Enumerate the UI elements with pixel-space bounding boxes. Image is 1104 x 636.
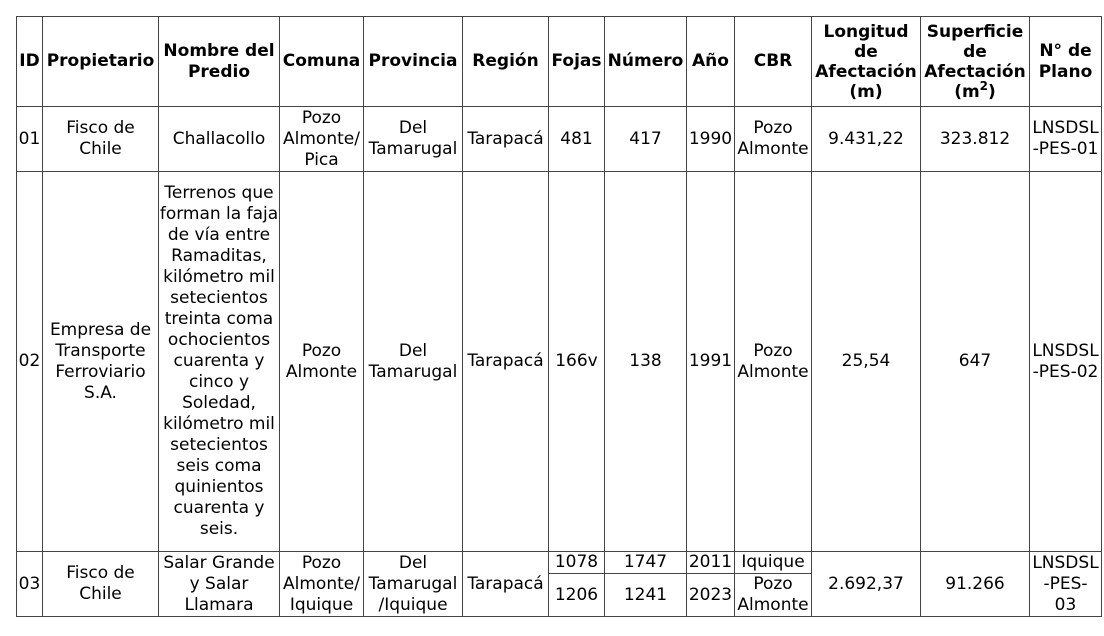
cell-comuna: Pozo Almonte/ Pica <box>280 107 364 172</box>
cell-longitud: 9.431,22 <box>812 107 921 172</box>
header-numero: Número <box>605 17 687 107</box>
cell-nombre-predio: Terrenos que forman la faja de vía entre Ramaditas, kilómetro mil setecientos treinta coma ochocientos cuarenta y cinco y Soledad, kilómetro mil setecientos seis coma quinientos cuarenta y seis. <box>159 172 280 552</box>
cell-provincia: Del Tamarugal /Iquique <box>364 552 463 617</box>
cell-longitud: 25,54 <box>812 172 921 552</box>
cell-fojas: 166v <box>549 172 605 552</box>
header-fojas: Fojas <box>549 17 605 107</box>
table-row <box>17 552 1102 574</box>
cell-cbr: Pozo Almonte <box>735 172 812 552</box>
header-row <box>17 17 1102 107</box>
cell-anio: 1990 <box>687 107 735 172</box>
cell-superficie: 91.266 <box>921 552 1030 617</box>
cell-superficie: 647 <box>921 172 1030 552</box>
cell-region: Tarapacá <box>463 172 549 552</box>
table-row <box>17 107 1102 172</box>
cell-cbr: Iquique <box>735 552 812 574</box>
header-nombre-predio: Nombre del Predio <box>159 17 280 107</box>
cell-nombre-predio: Challacollo <box>159 107 280 172</box>
header-comuna: Comuna <box>280 17 364 107</box>
header-id: ID <box>17 17 43 107</box>
cell-region: Tarapacá <box>463 552 549 617</box>
header-provincia: Provincia <box>364 17 463 107</box>
header-region: Región <box>463 17 549 107</box>
cell-anio: 2011 <box>687 552 735 574</box>
cell-longitud: 2.692,37 <box>812 552 921 617</box>
header-plano: N° de Plano <box>1030 17 1102 107</box>
cell-cbr: Pozo Almonte <box>735 107 812 172</box>
header-superficie-close: ) <box>988 81 996 102</box>
header-superficie-superscript: 2 <box>979 78 989 93</box>
cell-provincia: Del Tamarugal <box>364 107 463 172</box>
cell-propietario: Empresa de Transporte Ferroviario S.A. <box>43 172 159 552</box>
cell-numero: 138 <box>605 172 687 552</box>
cell-comuna: Pozo Almonte <box>280 172 364 552</box>
cell-superficie: 323.812 <box>921 107 1030 172</box>
header-longitud: Longitud de Afectación (m) <box>812 17 921 107</box>
cell-comuna: Pozo Almonte/ Iquique <box>280 552 364 617</box>
header-superficie-text: Superficie de Afectación (m <box>924 21 1026 102</box>
header-anio: Año <box>687 17 735 107</box>
cell-numero: 1747 <box>605 552 687 574</box>
cell-id: 01 <box>17 107 43 172</box>
cell-fojas: 1078 <box>549 552 605 574</box>
header-propietario: Propietario <box>43 17 159 107</box>
cell-region: Tarapacá <box>463 107 549 172</box>
cell-fojas: 1206 <box>549 574 605 617</box>
cell-numero: 417 <box>605 107 687 172</box>
properties-table <box>16 16 1102 617</box>
header-superficie <box>921 17 1030 107</box>
cell-id: 03 <box>17 552 43 617</box>
cell-plano: LNSDSL -PES-01 <box>1030 107 1102 172</box>
cell-cbr: Pozo Almonte <box>735 574 812 617</box>
cell-propietario: Fisco de Chile <box>43 107 159 172</box>
cell-provincia: Del Tamarugal <box>364 172 463 552</box>
header-cbr: CBR <box>735 17 812 107</box>
cell-nombre-predio: Salar Grande y Salar Llamara <box>159 552 280 617</box>
table-row <box>17 172 1102 552</box>
cell-propietario: Fisco de Chile <box>43 552 159 617</box>
cell-id: 02 <box>17 172 43 552</box>
cell-numero: 1241 <box>605 574 687 617</box>
cell-anio: 2023 <box>687 574 735 617</box>
cell-plano: LNSDSL -PES- 03 <box>1030 552 1102 617</box>
cell-plano: LNSDSL -PES-02 <box>1030 172 1102 552</box>
cell-fojas: 481 <box>549 107 605 172</box>
cell-anio: 1991 <box>687 172 735 552</box>
